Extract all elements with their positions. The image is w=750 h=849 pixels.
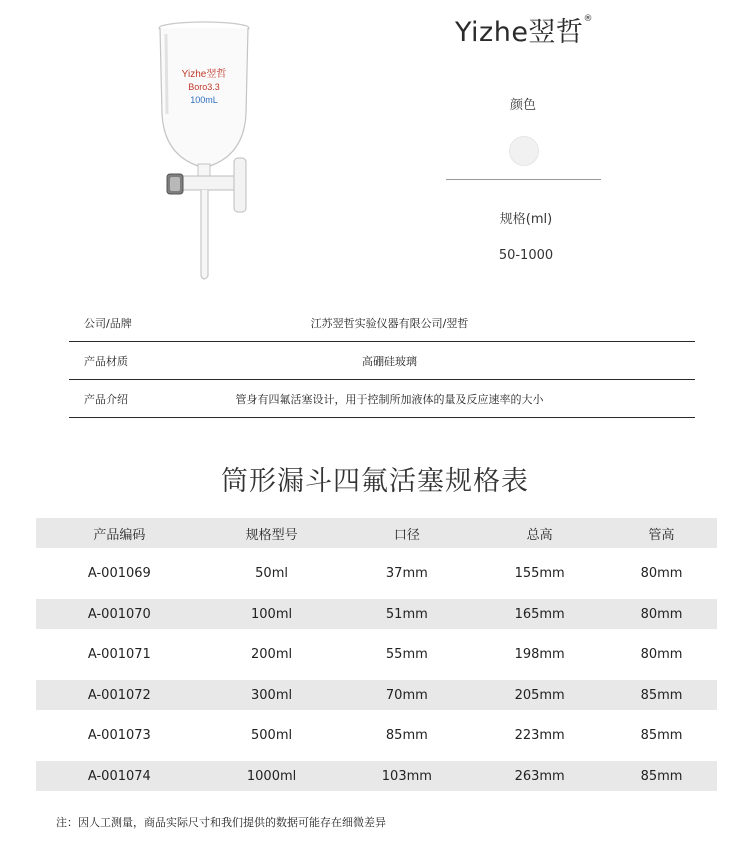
brand-logo [455, 10, 593, 49]
color-swatch-clear[interactable] [509, 136, 539, 166]
cell-tube-height: 80mm [640, 566, 683, 581]
info-value: 高硼硅玻璃 [362, 354, 417, 368]
size-label: 规格(ml) [499, 212, 553, 227]
color-label: 颜色 [509, 98, 536, 113]
info-value: 江苏翌哲实验仪器有限公司/翌哲 [310, 316, 469, 330]
cell-diameter: 51mm [340, 599, 473, 629]
size-value: 50-1000 [498, 248, 554, 263]
cell-total-height: 198mm [514, 647, 565, 662]
cell-tube-height: 85mm [606, 761, 717, 791]
info-row-material [69, 342, 695, 380]
cell-model: 200ml [251, 647, 293, 662]
cell-total-height: 263mm [473, 761, 606, 791]
info-row-description [69, 380, 695, 418]
funnel-product-image [150, 14, 260, 284]
cell-diameter: 70mm [340, 680, 473, 710]
cell-model: 50ml [255, 566, 288, 581]
cell-code: A-001069 [87, 566, 151, 581]
registered-mark: ® [583, 14, 593, 24]
header-model: 规格型号 [203, 518, 341, 548]
cell-total-height: 205mm [473, 680, 606, 710]
cell-total-height: 155mm [514, 566, 565, 581]
table-row [36, 548, 717, 599]
cell-model: 300ml [203, 680, 341, 710]
header-diameter: 口径 [340, 518, 473, 548]
cell-model: 500ml [251, 728, 293, 743]
table-row [36, 680, 717, 710]
table-row [36, 761, 717, 791]
table-row [36, 710, 717, 761]
cell-code: A-001071 [87, 647, 151, 662]
product-info-table [69, 304, 695, 418]
cell-diameter: 103mm [340, 761, 473, 791]
cell-code: A-001070 [36, 599, 203, 629]
cell-code: A-001074 [36, 761, 203, 791]
cell-model: 1000ml [203, 761, 341, 791]
cell-code: A-001073 [87, 728, 151, 743]
brand-logo-text: Yizhe翌哲 [455, 17, 584, 48]
cell-diameter: 37mm [385, 566, 428, 581]
cell-total-height: 223mm [514, 728, 565, 743]
spec-table-title: 筒形漏斗四氟活塞规格表 [221, 466, 529, 497]
cell-tube-height: 80mm [606, 599, 717, 629]
divider-line [446, 179, 601, 180]
cell-tube-height: 85mm [606, 680, 717, 710]
cell-tube-height: 80mm [640, 647, 683, 662]
funnel-material-text: Boro3.3 [188, 82, 220, 92]
info-row-brand [69, 304, 695, 342]
cell-code: A-001072 [36, 680, 203, 710]
cell-tube-height: 85mm [640, 728, 683, 743]
cell-diameter: 85mm [385, 728, 428, 743]
funnel-logo-text: Yizhe翌哲 [181, 69, 227, 80]
cell-model: 100ml [203, 599, 341, 629]
cell-diameter: 55mm [385, 647, 428, 662]
spec-table-header-row [36, 518, 717, 548]
info-key: 产品介绍 [84, 392, 128, 406]
footnote: 注：因人工测量，商品实际尺寸和我们提供的数据可能存在细微差异 [56, 816, 386, 829]
info-key: 公司/品牌 [84, 316, 132, 330]
table-row [36, 599, 717, 629]
info-key: 产品材质 [84, 354, 128, 368]
cell-total-height: 165mm [473, 599, 606, 629]
header-code: 产品编码 [36, 518, 203, 548]
info-value: 管身有四氟活塞设计，用于控制所加液体的量及反应速率的大小 [235, 392, 544, 406]
table-row [36, 629, 717, 680]
funnel-volume-text: 100mL [190, 95, 218, 105]
header-tube-height: 管高 [606, 518, 717, 548]
spec-table [36, 518, 717, 791]
header-total-height: 总高 [473, 518, 606, 548]
